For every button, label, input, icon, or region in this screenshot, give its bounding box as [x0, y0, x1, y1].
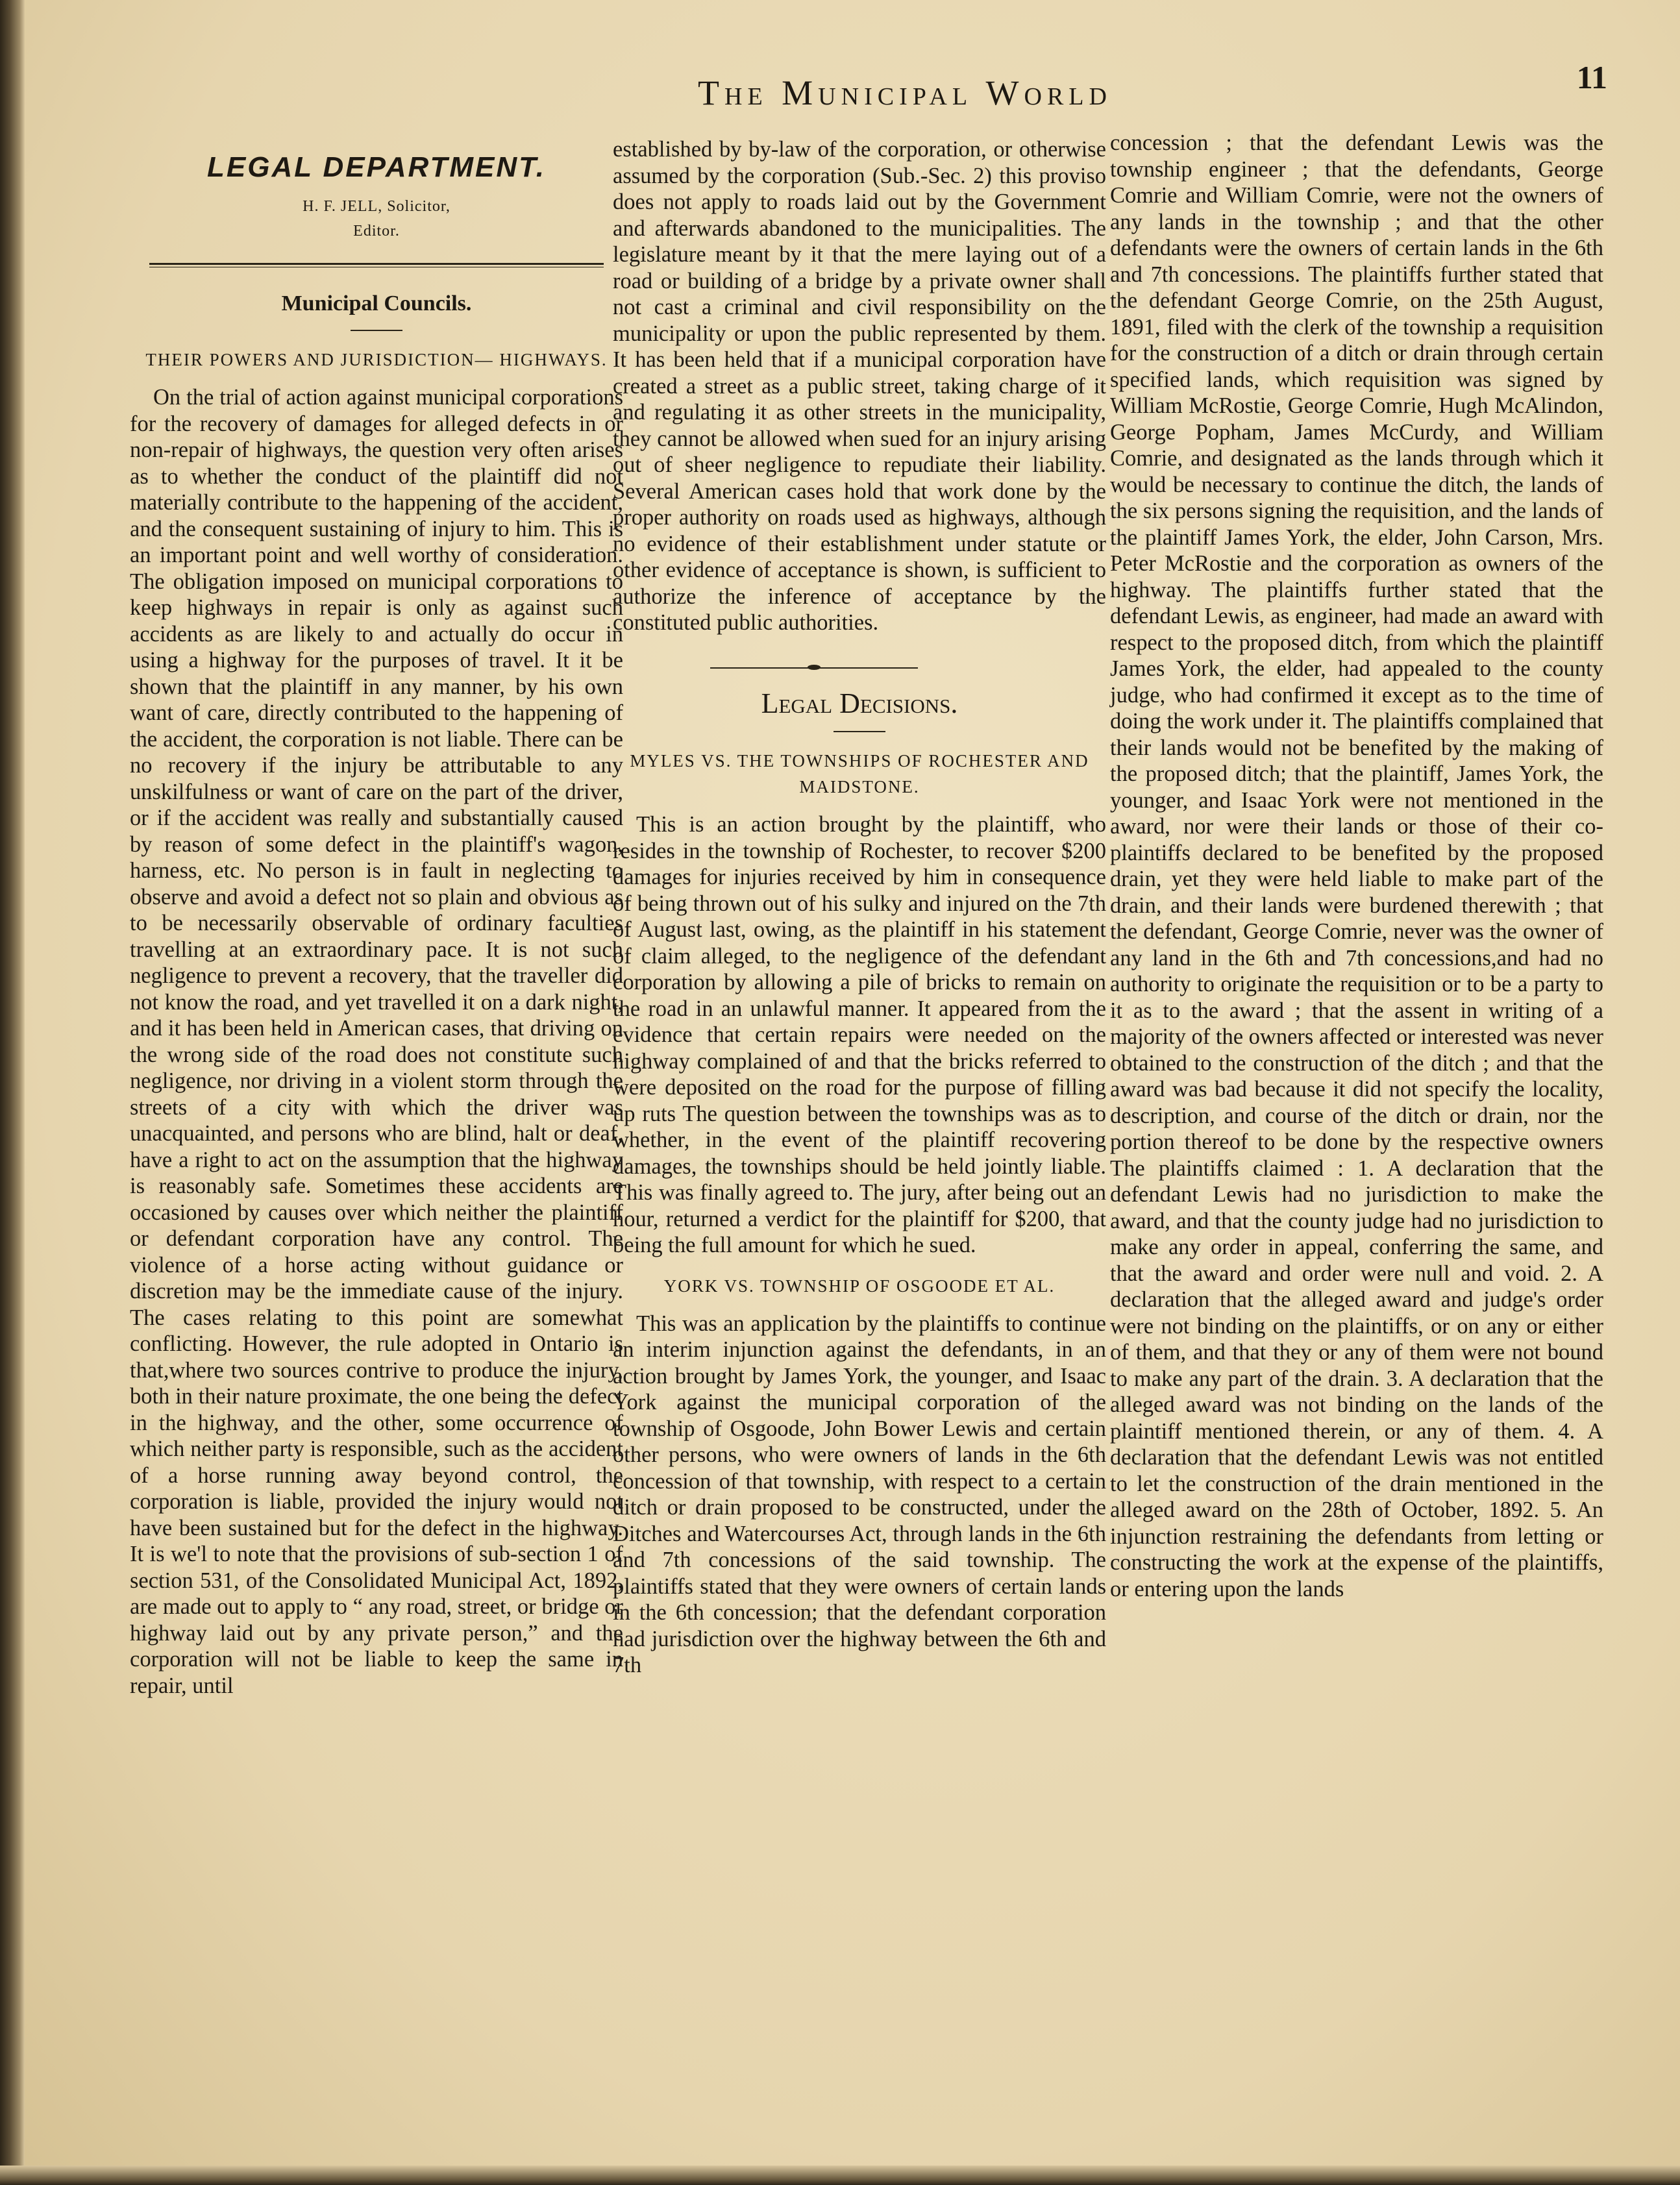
article-paragraph-continued: established by by-law of the corporation, or otherwise assumed by the corporation (Sub.-Sec. 2) this proviso does not apply to roads laid out by the Government and afterwards abandoned to the municipalities. The legislature meant by it that the mere laying out of a road or building of a bridge by a private owner shall not cast a criminal and civil responsibility on the municipality or upon the public represented by them. It has been held that if a municipal corporation have created a street as a public street, taking charge of it and regulating it as other streets in the municipality, they cannot be allowed when sued for an injury arising out of sheer negligence to repudiate their liability. Several American cases hold that work done by the proper authority on roads used as highways, although no evidence of their establishment under statute or other evidence of acceptance is shown, is sufficient to authorize the inference of acceptance by the constituted public authorities.	[613, 137, 1106, 635]
byline-role: Editor.	[353, 222, 400, 240]
article-heading: Municipal Councils.	[281, 291, 472, 315]
case-paragraph-continued: concession ; that the defendant Lewis was the township engineer ; that the defendants, George Comrie and William Comrie, were not the owners of any lands in the township ; and that the other defendants were the owners of certain lands in the 6th and 7th concessions. The plaintiffs further stated that the defendant George Comrie, on the 25th August, 1891, filed with the clerk of the township a requisition for the construction of a ditch or drain through certain specified lands, which requisition was signed by William McRostie, George Comrie, Hugh McAlindon, George Popham, James McCurdy, and William Comrie, and designated as the lands through which it would be necessary to continue the ditch, the lands of the six persons signing the requisition, and the lands of the plaintiff James York, the elder, John Carson, Mrs. Peter McRostie and the corporation as owners of the highway. The plaintiffs further stated that the defendant Lewis, as engineer, had made an award with respect to the proposed ditch, from which the plaintiff James York, the elder, had appealed to the county judge, who had confirmed it except as to the time of doing the work under it. The plaintiffs complained that their lands would not be benefited by the making of the proposed ditch; that the plaintiff, James York, the younger, and Isaac York were not mentioned in the award, nor were their lands or those of their co-plaintiffs declared to be benefited by the proposed drain, yet they were held liable to make part of the drain, and their lands were burdened therewith ; that the defendant, George Comrie, never was the owner of any land in the 6th and 7th concessions,and had no authority to originate the requisition or to be a party to it as to the award ; that the assent in writing of a majority of the owners affected or interested was never obtained to the construction of the ditch ; and that the award was bad because it did not specify the locality, description, and course of the ditch or drain, nor the portion thereof to be done by the respective owners The plaintiffs claimed : 1. A declaration that the defendant Lewis had no jurisdiction to make the award, and that the county judge had no jurisdiction to make any order in appeal, conferring the same, and that the award and order were null and void. 2. A declaration that the alleged award and judge's order were not binding on the plaintiffs, or on any or either of them, and that they or any of them were not bound to make any part of the drain. 3. A declaration that the alleged award was not binding on the lands of the plaintiff mentioned therein, or any of them. 4. A declaration that the defendant Lewis was not entitled to let the construction of the drain mentioned in the alleged award on the 28th of October, 1892. 5. An injunction restraining the defendants from letting or constructing the work at the expense of the plaintiffs, or entering upon the lands	[1110, 130, 1603, 1601]
department-title: LEGAL DEPARTMENT.	[207, 151, 546, 183]
case-paragraph: This is an action brought by the plaintiff, who resides in the township of Rochester, to recover $200 damages for injuries received by him in consequence of being thrown out of his sulky and injured on the 7th of August last, owing, as the plaintiff in his statement of claim alleged, to the negligence of the defendant corporation by allowing a pile of bricks to remain on the road in an unlawful manner. It appeared from the evidence that certain repairs were needed on the highway complained of and that the bricks referred to were deposited on the road for the purpose of filling up ruts The question between the townships was as to whether, in the event of the plaintiff recovering damages, the townships should be held jointly liable. This was finally agreed to. The jury, after being out an hour, returned a verdict for the plaintiff for $200, that being the full amount for which he sued.	[613, 812, 1106, 1257]
page-binding	[0, 0, 25, 2185]
masthead-title: The Municipal World	[698, 73, 1112, 112]
short-rule	[351, 330, 402, 331]
case-paragraph: This was an application by the plaintiffs to continue an interim injunction against the defendants, in an action brought by James York, the younger, and Isaac York against the municipal corporation of the township of Osgoode, John Bower Lewis and certain other persons, who were owners of lands in the 6th concession of that township, with respect to a certain ditch or drain proposed to be constructed, under the Ditches and Watercourses Act, through lands in the 6th and 7th concessions of the said township. The plaintiffs stated that they were owners of certain lands in the 6th concession; that the defendant corporation had jurisdiction over the highway between the 6th and 7th	[613, 1311, 1106, 1677]
article-paragraph: On the trial of action against municipal corporations for the recovery of damages for alleged defects in or non-repair of highways, the question very often arises as to whether the conduct of the plaintiff did not materially contribute to the happening of the accident, and the consequent sustaining of injury to him. This is an important point and well worthy of consideration. The obligation imposed on municipal corporations to keep highways in repair is only as against such accidents as are likely to and actually do occur in using a highway for the purposes of travel. It it be shown that the plaintiff in any manner, by his own want of care, directly contributed to the happening of the accident, the corporation is not liable. There can be no recovery if the injury be attributable to any unskilfulness or want of care on the part of the driver, or if the accident was really and substantially caused by reason of some defect in the plaintiff's wagon, harness, etc. No person is in fault in neglecting to observe and avoid a defect not so plain and obvious as to be necessarily observable of ordinary faculties travelling at an extraordinary pace. It is not such negligence to prevent a recovery, that the traveller did not know the road, and yet travelled it on a dark night, and it has been held in American cases, that driving on the wrong side of the road does not constitute such negligence, nor driving in a violent storm through the streets of a city with which the driver was unacquainted, and persons who are blind, halt or deaf, have a right to act on the assumption that the highway is reasonably safe. Sometimes these accidents are occasioned by causes over which neither the plaintiff or defendant corporation have any control. The violence of a horse acting without guidance or discretion may be the immediate cause of the injury. The cases relating to this point are somewhat conflicting. However, the rule adopted in Ontario is that,where two sources contrive to produce the injury, both in their nature proximate, the one being the defect in the highway, and the other, some occurrence of which neither party is responsible, such as the accident of a horse running away beyond control, the corporation is liable, provided the injury would not have been sustained but for the defect in the highway. It is we'l to note that the provisions of sub-section 1 of section 531, of the Consolidated Municipal Act, 1892, are made out to apply to “ any road, street, or bridge or highway laid out by any private person,” and the corporation will not be liable to keep the same in repair, until	[130, 385, 623, 1698]
case-title: MYLES VS. THE TOWNSHIPS OF ROCHESTER AND MAIDSTONE.	[630, 751, 1089, 796]
column-2	[613, 136, 1106, 1679]
page-edge	[0, 2166, 1680, 2185]
byline-name: H. F. JELL, Solicitor,	[303, 197, 451, 215]
double-rule	[149, 263, 604, 267]
article-subheading: THEIR POWERS AND JURISDICTION— HIGHWAYS.	[145, 350, 608, 369]
short-rule	[834, 731, 885, 732]
case-title: YORK VS. TOWNSHIP OF OSGOODE ET AL.	[663, 1276, 1056, 1296]
ornament-divider	[613, 665, 1106, 671]
column-3	[1110, 130, 1603, 1602]
page-number: 11	[1576, 59, 1607, 95]
section-heading: Legal Decisions.	[761, 687, 958, 719]
column-1	[130, 142, 623, 1699]
